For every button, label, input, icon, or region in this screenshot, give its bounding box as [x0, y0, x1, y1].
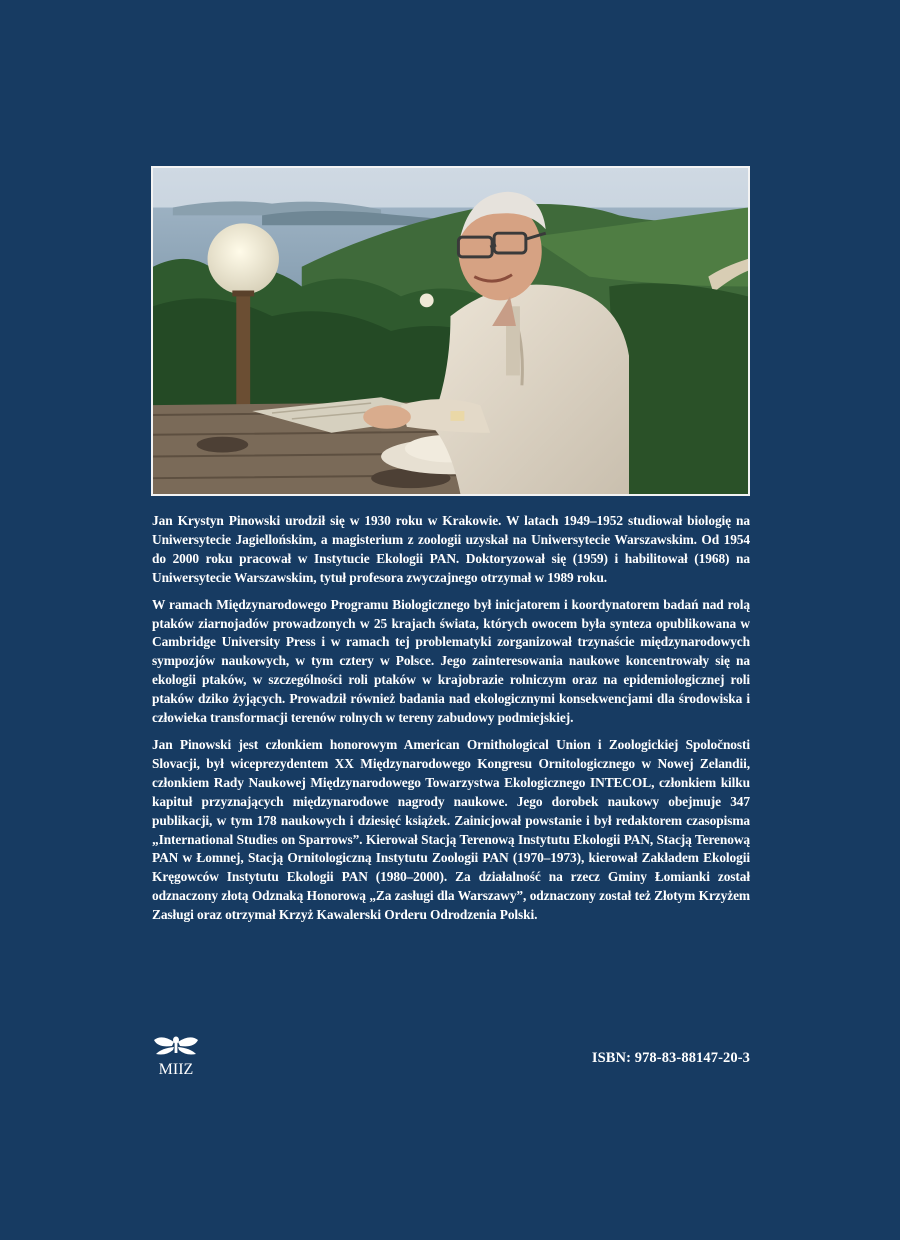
biography-paragraph: W ramach Międzynarodowego Programu Biologicznego był inicjatorem i koordynatorem badań nad rolą ptaków ziarnojadów prowadzonych w 25 krajach świata, których owocem była synteza opublikowana w Cambridge University Press i w ramach tej problematyki zorganizował trzynaście międzynarodowych sympozjów naukowych, w tym cztery w Polsce. Jego zainteresowania naukowe koncentrowały się na ekologii ptaków, w szczególności roli ptaków w krajobrazie rolniczym oraz na epidemiologicznej roli ptaków dziko żyjących. Prowadził również badania nad ekologicznymi konsekwencjami dla środowiska i człowieka transformacji terenów rolnych w tereny zabudowy podmiejskiej.: [152, 596, 750, 726]
publisher-logo-letters: MIIZ: [158, 1061, 194, 1078]
biography-paragraph: Jan Krystyn Pinowski urodził się w 1930 roku w Krakowie. W latach 1949–1952 studiował biologię na Uniwersytecie Jagiellońskim, a magisterium z zoologii uzyskał na Uniwersytecie Warszawskim. Od 1954 do 2000 roku pracował w Instytucie Ekologii PAN. Doktoryzował się (1959) i habilitował (1968) na Uniwersytecie Warszawskim, tytuł profesora zwyczajnego otrzymał w 1989 roku.: [152, 513, 750, 585]
author-photo: [151, 166, 750, 496]
author-portrait-photo-icon: [153, 168, 748, 494]
isbn-number: ISBN: 978-83-88147-20-3: [591, 1050, 750, 1066]
author-biography: [152, 512, 750, 933]
dragonfly-logo-icon: [152, 1032, 200, 1078]
publisher-logo: [152, 1032, 200, 1078]
biography-paragraph: Jan Pinowski jest członkiem honorowym American Ornithological Union i Zoologickiej Spoločnosti Slovacji, był wiceprezydentem XX Międzynarodowego Kongresu Ornitologicznego w Nowej Zelandii, członkiem Rady Naukowej Międzynarodowego Towarzystwa Ekologicznego INTECOL, członkiem kilku kapituł przyznających międzynarodowe nagrody naukowe. Jego dorobek naukowy obejmuje 347 publikacji, w tym 178 naukowych i dziesięć książek. Zainicjował powstanie i był redaktorem czasopisma „International Studies on Sparrows”. Kierował Stacją Terenową Instytutu Ekologii PAN, Stacją Terenową PAN w Łomnej, Stacją Ornitologiczną Instytutu Zoologii PAN (1970–1973), kierował Zakładem Ekologii Kręgowców Instytutu Ekologii PAN (1980–2000). Za działalność na rzecz Gminy Łomianki został odznaczony złotą Odznaką Honorową „Za zasługi dla Warszawy”, odznaczony został też Złotym Krzyżem Zasługi oraz otrzymał Krzyż Kawalerski Orderu Odrodzenia Polski.: [152, 736, 750, 923]
